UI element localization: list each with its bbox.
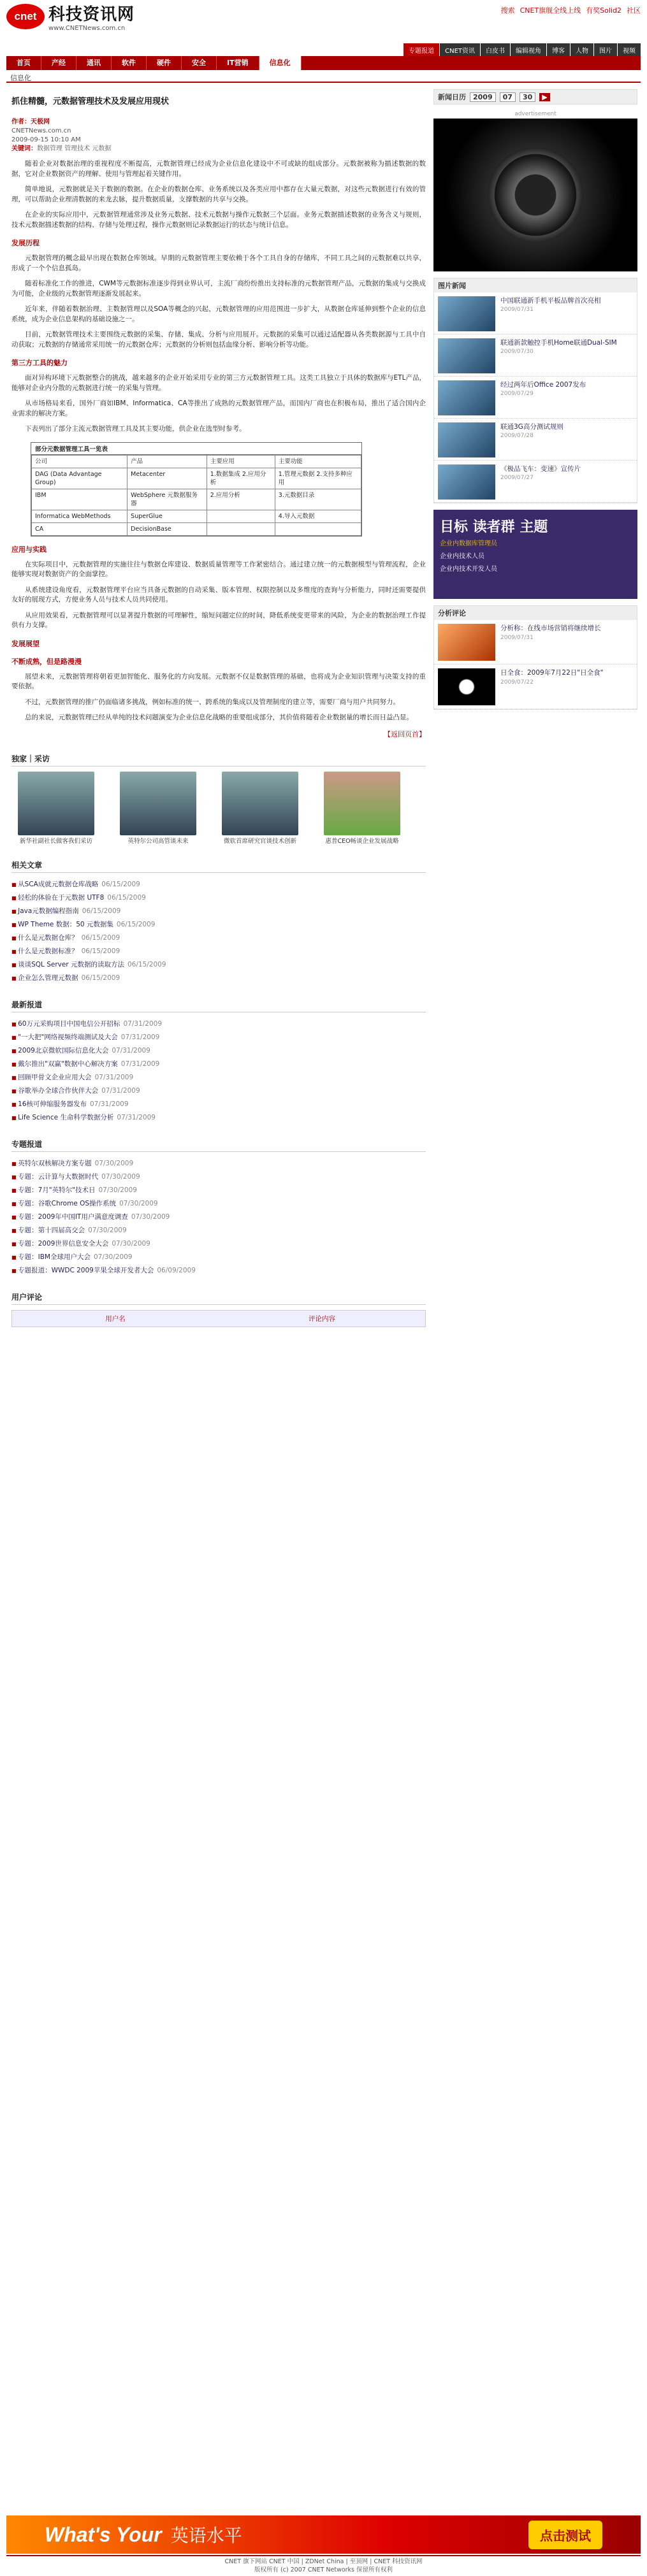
table-cell: Metacenter	[127, 468, 207, 489]
top-link[interactable]: CNET旗舰全线上线	[520, 6, 581, 15]
list-item-title[interactable]: 回顾甲骨文企业应用大会	[18, 1073, 92, 1081]
list-item-date: 07/30/2009	[94, 1159, 134, 1167]
analysis-title[interactable]: 日全食：2009年7月22日"日全食"	[500, 669, 604, 677]
tab-people[interactable]: 人物	[571, 43, 593, 57]
paragraph: 目前，元数据管理技术主要围绕元数据的采集、存储、集成、分析与应用展开。元数据的采集可以通过适配器从各类数据源与工具中自动获取；元数据的存储通常采用统一的元数据仓库；元数据的分析则包括血缘分析、影响分析等功能。	[11, 331, 426, 349]
nav-industry[interactable]: 产经	[41, 56, 76, 70]
interview-photo	[120, 772, 196, 835]
list-item[interactable]	[11, 1071, 426, 1084]
pic-title[interactable]: 经过两年后Office 2007发布	[500, 381, 586, 389]
list-item[interactable]	[11, 1018, 426, 1031]
table-cell: 3.元数据目录	[275, 489, 361, 510]
interview-card[interactable]	[215, 772, 305, 845]
pic-title[interactable]: 联通新款触控手机Home联通Dual-SIM	[500, 339, 617, 347]
list-item-title[interactable]: 什么是元数据仓库？	[18, 933, 78, 942]
interview-photo	[324, 772, 400, 835]
camera-ad[interactable]	[433, 119, 637, 271]
list-item-title[interactable]: 16核可伸缩服务器发布	[18, 1100, 87, 1108]
banner-test-button[interactable]: 点击测试	[528, 2521, 602, 2549]
comments-heading: 用户评论	[11, 1292, 426, 1305]
article-body	[11, 159, 426, 723]
site-header	[0, 0, 647, 56]
list-item-date: 06/15/2009	[81, 933, 120, 942]
list-item[interactable]	[11, 932, 426, 945]
table-cell: DAG (Data Advantage Group)	[32, 468, 127, 489]
list-item-date: 06/09/2009	[157, 1266, 196, 1274]
list-item[interactable]	[11, 958, 426, 972]
paragraph: 随着标准化工作的推进，CWM等元数据标准逐步得到业界认可，主流厂商纷纷推出支持标准的元数据管理产品，元数据的集成与交换成为可能，企业级的元数据管理逐渐发展起来。	[11, 280, 426, 298]
table-cell	[207, 522, 275, 535]
interview-caption: 新华社副社长做客我们采访	[19, 837, 92, 845]
list-item[interactable]	[11, 1031, 426, 1044]
list-item[interactable]	[11, 1170, 426, 1184]
table-cell: CA	[32, 522, 127, 535]
tab-blog[interactable]: 博客	[547, 43, 570, 57]
section-heading: 发展历程	[11, 239, 40, 247]
table-header: 公司	[32, 455, 127, 468]
table-cell: Informatica WebMethods	[32, 510, 127, 522]
table-row	[32, 489, 361, 510]
article-title: 抓住精髓，元数据管理技术及发展应用现状	[11, 97, 170, 106]
list-item-date: 06/15/2009	[107, 893, 146, 902]
list-item[interactable]	[11, 1251, 426, 1264]
list-item[interactable]	[11, 945, 426, 958]
go-button[interactable]: ▶	[539, 93, 549, 101]
list-item[interactable]	[11, 1058, 426, 1071]
tab-whitepaper[interactable]: 白皮书	[481, 43, 510, 57]
list-item-title[interactable]: 专题：云计算与大数据时代	[18, 1172, 99, 1181]
pic-thumb	[438, 422, 495, 457]
list-item-title[interactable]: 什么是元数据标准？	[18, 947, 78, 955]
list-item[interactable]	[11, 1084, 426, 1098]
main-nav	[6, 56, 641, 70]
article-site: CNETNews.com.cn	[11, 127, 71, 134]
reader-ad-line: 企业内技术开发人员	[440, 566, 497, 573]
tab-special[interactable]: 专题报道	[403, 43, 439, 57]
breadcrumb	[6, 71, 641, 83]
pic-item[interactable]	[434, 461, 637, 503]
list-item-title[interactable]: Java元数据编程指南	[18, 907, 79, 915]
list-item-date: 06/15/2009	[127, 960, 166, 968]
list-item-title[interactable]: 专题：2009年中国IT用户满意度调查	[18, 1212, 128, 1221]
list-item-date: 07/31/2009	[89, 1100, 129, 1108]
table-row	[32, 468, 361, 489]
interview-card[interactable]	[113, 772, 203, 845]
comment-tab-user[interactable]: 用户名	[105, 1314, 126, 1323]
list-item-date: 07/31/2009	[120, 1060, 160, 1068]
pic-thumb	[438, 296, 495, 331]
list-item[interactable]	[11, 1224, 426, 1237]
tool-table	[31, 442, 362, 536]
list-item-title[interactable]: WP Theme 数据：50 元数据集	[18, 920, 113, 928]
interview-photo	[18, 772, 94, 835]
list-item-date: 07/30/2009	[131, 1212, 170, 1221]
list-item-title[interactable]: 2009北京微软国际信息化大会	[18, 1046, 109, 1054]
list-item-date: 07/30/2009	[101, 1172, 140, 1181]
sub-tabs	[403, 43, 641, 57]
article-column	[11, 89, 426, 1327]
interviews-heading: 独家｜采访	[11, 753, 426, 766]
list-item-title[interactable]: 英特尔双核解决方案专题	[18, 1159, 92, 1167]
section-heading: 应用与实践	[11, 545, 47, 554]
reader-ad-line: 企业内技术人员	[440, 553, 484, 560]
reader-ad[interactable]	[433, 510, 637, 599]
list-item[interactable]	[11, 1197, 426, 1211]
table-row	[32, 510, 361, 522]
paragraph: 近年来，伴随着数据治理、主数据管理以及SOA等概念的兴起，元数据管理的应用范围进一步扩大，从数据仓库延伸到整个企业的信息系统，成为企业信息架构的基础设施之一。	[11, 305, 426, 323]
tab-editor[interactable]: 编辑视角	[511, 43, 546, 57]
list-item[interactable]	[11, 1044, 426, 1058]
list-item-date: 07/31/2009	[117, 1113, 156, 1121]
list-item-date: 07/31/2009	[94, 1073, 134, 1081]
list-item-date: 07/31/2009	[123, 1019, 163, 1028]
list-item-date: 07/30/2009	[98, 1186, 137, 1194]
footer-links[interactable]: CNET 旗下网站 CNET 中国 | ZDNet China | 至顶网 | CNET 科技资讯网	[224, 2558, 423, 2565]
list-item[interactable]	[11, 918, 426, 932]
paragraph: 从系统建设角度看，元数据管理平台应当具备元数据的自动采集、版本管理、权限控制以及多维度的查询与分析能力，同时还需要提供友好的展现方式，方便业务人员与技术人员共同使用。	[11, 586, 426, 603]
interview-card[interactable]	[11, 772, 101, 845]
top-links	[501, 5, 641, 15]
list-item-title[interactable]: 专题：7月"英特尔"技术日	[18, 1186, 96, 1194]
table-header: 主要功能	[275, 455, 361, 468]
nav-telecom[interactable]: 通讯	[76, 56, 112, 70]
table-row	[32, 522, 361, 535]
news-calendar	[433, 89, 637, 104]
pic-date: 2009/07/31	[500, 306, 534, 313]
day-select[interactable]: 30	[520, 92, 535, 102]
list-item-title[interactable]: 专题报道：WWDC 2009苹果全球开发者大会	[18, 1266, 154, 1274]
back-to-top-link[interactable]: 【返回页首】	[384, 730, 426, 738]
list-item-date: 06/15/2009	[81, 947, 120, 955]
footer-copyright: 版权所有 (c) 2007 CNET Networks 保留所有权利	[254, 2566, 393, 2573]
interview-caption: 惠普CEO畅谈企业发展战略	[325, 837, 399, 845]
list-item-date: 07/31/2009	[101, 1086, 140, 1095]
list-item[interactable]	[11, 1264, 426, 1277]
list-item-date: 06/15/2009	[81, 974, 120, 982]
paragraph: 展望未来，元数据管理将朝着更加智能化、服务化的方向发展。元数据不仅是数据管理的基础，也将成为企业知识管理与决策支持的重要依据。	[11, 672, 426, 690]
pic-date: 2009/07/27	[500, 475, 534, 481]
list-item[interactable]	[11, 905, 426, 918]
list-item-date: 06/15/2009	[82, 907, 121, 915]
list-item-title[interactable]: 企业怎么管理元数据	[18, 974, 78, 982]
list-item-title[interactable]: 从SCA成就元数据仓库战略	[18, 880, 99, 888]
paragraph: 下表列出了部分主流元数据管理工具及其主要功能，供企业在选型时参考。	[25, 425, 246, 433]
list-item-title[interactable]: 谷歌举办全球合作伙伴大会	[18, 1086, 99, 1095]
comment-tab-content[interactable]: 评论内容	[309, 1314, 335, 1323]
analysis-date: 2009/07/31	[500, 635, 534, 641]
related-list	[11, 878, 426, 985]
list-item-title[interactable]: 专题：第十四届高交会	[18, 1226, 85, 1234]
list-item[interactable]	[11, 878, 426, 891]
pic-item[interactable]	[434, 335, 637, 377]
latest-heading: 最新报道	[11, 999, 426, 1012]
top-link[interactable]: 有奖Solid2	[586, 6, 622, 15]
ad-label: advertisement	[514, 111, 556, 117]
pic-item[interactable]	[434, 419, 637, 461]
pic-title[interactable]: 《极品飞车：变速》宣传片	[500, 465, 581, 473]
table-cell: IBM	[32, 489, 127, 510]
pic-thumb	[438, 464, 495, 500]
pic-date: 2009/07/29	[500, 391, 534, 397]
interview-photo	[222, 772, 298, 835]
list-item-title[interactable]: 60万元采购项目中国电信公开招标	[18, 1019, 120, 1028]
comment-tabs	[11, 1310, 426, 1327]
list-item[interactable]	[11, 1237, 426, 1251]
table-cell: 1.管理元数据 2.支持多种应用	[275, 468, 361, 489]
list-item-date: 06/15/2009	[101, 880, 140, 888]
list-item[interactable]	[11, 1111, 426, 1125]
article-byline	[11, 118, 426, 154]
paragraph: 总的来说，元数据管理已经从单纯的技术问题演变为企业信息化战略的重要组成部分，其价值将随着企业数据量的增长而日益凸显。	[25, 714, 413, 721]
tool-table-title: 部分元数据管理工具一览表	[31, 443, 361, 455]
list-item-title[interactable]: 谈谈SQL Server 元数据的读取方法	[18, 960, 124, 968]
pic-item[interactable]	[434, 377, 637, 419]
table-header: 产品	[127, 455, 207, 468]
section-heading: 发展展望	[11, 639, 40, 648]
camera-lens-image	[488, 147, 583, 243]
tab-video[interactable]: 视频	[618, 43, 641, 57]
sidebar	[433, 89, 637, 716]
pics-heading: 图片新闻	[434, 278, 637, 292]
english-test-banner[interactable]	[6, 2515, 641, 2554]
logo-url: www.CNETNews.com.cn	[48, 25, 126, 32]
page-footer	[6, 2555, 641, 2574]
article-source: 作者：天极网	[11, 119, 50, 126]
pic-thumb	[438, 380, 495, 415]
analysis-item[interactable]	[434, 665, 637, 709]
banner-en: What's Your	[45, 2522, 162, 2546]
list-item-title[interactable]: 轻松的体验在于元数据 UTF8	[18, 893, 105, 902]
table-cell: WebSphere 元数据服务器	[127, 489, 207, 510]
paragraph: 元数据管理的概念最早出现在数据仓库领域。早期的元数据管理主要依赖于各个工具自身的存储库，不同工具之间的元数据难以共享，形成了一个个信息孤岛。	[11, 254, 426, 272]
related-heading: 相关文章	[11, 860, 426, 873]
list-item-title[interactable]: 专题：IBM全球用户大会	[18, 1253, 91, 1261]
interview-caption: 英特尔公司高管谈未来	[127, 837, 189, 845]
paragraph: 面对异构环境下元数据整合的挑战，越来越多的企业开始采用专业的第三方元数据管理工具。这类工具独立于具体的数据库与ETL产品，能够对企业内分散的元数据进行统一的采集与管理。	[11, 374, 426, 392]
list-item[interactable]	[11, 891, 426, 905]
picture-news	[433, 278, 637, 503]
list-item-title[interactable]: 专题：谷歌Chrome OS操作系统	[18, 1199, 117, 1207]
table-cell: 2.应用分析	[207, 489, 275, 510]
nav-software[interactable]: 软件	[112, 56, 147, 70]
table-cell: 1.数据集成 2.应用分析	[207, 468, 275, 489]
pic-date: 2009/07/28	[500, 433, 534, 439]
topics-list	[11, 1157, 426, 1277]
list-item[interactable]	[11, 1211, 426, 1224]
tab-pictures[interactable]: 图片	[594, 43, 617, 57]
list-item-date: 07/31/2009	[120, 1033, 160, 1041]
nav-security[interactable]: 安全	[182, 56, 217, 70]
pic-title[interactable]: 联通3G高分测试规则	[500, 423, 563, 431]
paragraph: 不过，元数据管理的推广仍面临诸多挑战，例如标准的统一、跨系统的集成以及管理制度的建立等，需要厂商与用户共同努力。	[25, 698, 400, 706]
top-link[interactable]: 搜索	[500, 6, 515, 15]
eclipse-thumb	[438, 668, 495, 705]
table-cell	[275, 522, 361, 535]
year-select[interactable]: 2009	[470, 92, 496, 102]
list-item-title[interactable]: 专题：2009世界信息安全大会	[18, 1239, 109, 1248]
interview-caption: 微软首席研究官谈技术创新	[223, 837, 296, 845]
table-cell: 4.导入元数据	[275, 510, 361, 522]
table-cell: DecisionBase	[127, 522, 207, 535]
nav-informatization[interactable]: 信息化	[259, 56, 302, 70]
site-logo[interactable]	[6, 4, 135, 32]
paragraph: 简单地说，元数据就是关于数据的数据。在企业的数据仓库、业务系统以及各类应用中都存在大量元数据，对这些元数据进行有效的管理，可以帮助企业理清数据的来龙去脉，提升数据质量，支撑数据的共享与交换。	[11, 185, 426, 203]
list-item-date: 07/30/2009	[88, 1226, 127, 1234]
pic-date: 2009/07/30	[500, 349, 534, 355]
nav-hardware[interactable]: 硬件	[147, 56, 182, 70]
list-item-title[interactable]: "一大把"网络视频终端测试及大会	[18, 1033, 118, 1041]
list-item-date: 07/30/2009	[93, 1253, 133, 1261]
logo-title: 科技资讯网	[48, 4, 135, 24]
table-cell: SuperGlue	[127, 510, 207, 522]
calendar-label: 新闻日历	[438, 93, 466, 101]
analysis-heading: 分析评论	[434, 606, 637, 620]
list-item[interactable]	[11, 1157, 426, 1170]
list-item-title[interactable]: Life Science 生命科学数据分析	[18, 1113, 114, 1121]
list-item-date: 07/31/2009	[112, 1046, 150, 1054]
topics-heading: 专题报道	[11, 1139, 426, 1152]
pic-title[interactable]: 中国联通新手机平板品牌首次亮相	[500, 297, 601, 305]
pic-item[interactable]	[434, 292, 637, 335]
breadcrumb-item[interactable]: 信息化	[10, 74, 31, 82]
interviews-row	[11, 772, 426, 845]
top-link[interactable]: 社区	[627, 6, 641, 15]
list-item-date: 06/15/2009	[116, 920, 156, 928]
analysis-title[interactable]: 分析称：在线市场营销将继续增长	[500, 624, 601, 632]
pic-thumb	[438, 338, 495, 373]
table-header: 主要应用	[207, 455, 275, 468]
latest-list	[11, 1018, 426, 1125]
paragraph: 随着企业对数据治理的重视程度不断提高，元数据管理已经成为企业信息化建设中不可或缺的组成部分。元数据被称为描述数据的数据，它对企业数据资产的理解、使用与管理起着关键作用。	[11, 160, 426, 178]
analysis-box	[433, 605, 637, 710]
interview-card[interactable]	[317, 772, 407, 845]
analysis-item[interactable]	[434, 620, 637, 665]
nav-marketing[interactable]: IT营销	[217, 56, 259, 70]
analysis-thumb	[438, 624, 495, 661]
article-tags[interactable]: 数据管理 管理技术 元数据	[37, 145, 112, 152]
section-heading: 不断成熟，但是路漫漫	[11, 657, 82, 666]
nav-home[interactable]: 首页	[6, 56, 41, 70]
paragraph: 在实际项目中，元数据管理的实施往往与数据仓库建设、数据质量管理等工作紧密结合。通过建立统一的元数据模型与管理流程，企业能够实现对数据资产的全面掌控。	[11, 560, 426, 578]
tab-news[interactable]: CNET资讯	[440, 43, 480, 57]
list-item[interactable]	[11, 1184, 426, 1197]
cnet-logo-mark: cnet	[6, 4, 45, 29]
month-select[interactable]: 07	[500, 92, 516, 102]
banner-cn: 英语水平	[170, 2525, 242, 2546]
paragraph: 在企业的实际应用中，元数据管理通常涉及业务元数据、技术元数据与操作元数据三个层面。业务元数据描述数据的业务含义与规则，技术元数据描述数据的结构、存储与处理过程，操作元数据则记录数据运行的状态与统计信息。	[11, 211, 426, 229]
list-item[interactable]	[11, 972, 426, 985]
analysis-date: 2009/07/22	[500, 679, 534, 686]
paragraph: 从市场格局来看，国外厂商如IBM、Informatica、CA等推出了成熟的元数据管理产品，而国内厂商也在积极布局，推出了适合国内企业需求的解决方案。	[11, 399, 426, 417]
table-cell	[207, 510, 275, 522]
reader-ad-title: 目标 读者群 主题	[440, 519, 548, 535]
section-heading: 第三方工具的魅力	[11, 359, 68, 367]
list-item[interactable]	[11, 1098, 426, 1111]
list-item-title[interactable]: 戴尔推出"双赢"数据中心解决方案	[18, 1060, 118, 1068]
article-date: 2009-09-15 10:10 AM	[11, 136, 81, 143]
tags-label: 关键词：	[11, 145, 37, 152]
paragraph: 从应用效果看，元数据管理可以显著提升数据的可理解性，缩短问题定位的时间，降低系统变更带来的风险，为企业的数据治理工作提供有力支撑。	[11, 611, 426, 629]
list-item-date: 07/30/2009	[112, 1239, 150, 1248]
reader-ad-line: 企业内数据库管理员	[440, 540, 497, 547]
list-item-date: 07/30/2009	[119, 1199, 158, 1207]
